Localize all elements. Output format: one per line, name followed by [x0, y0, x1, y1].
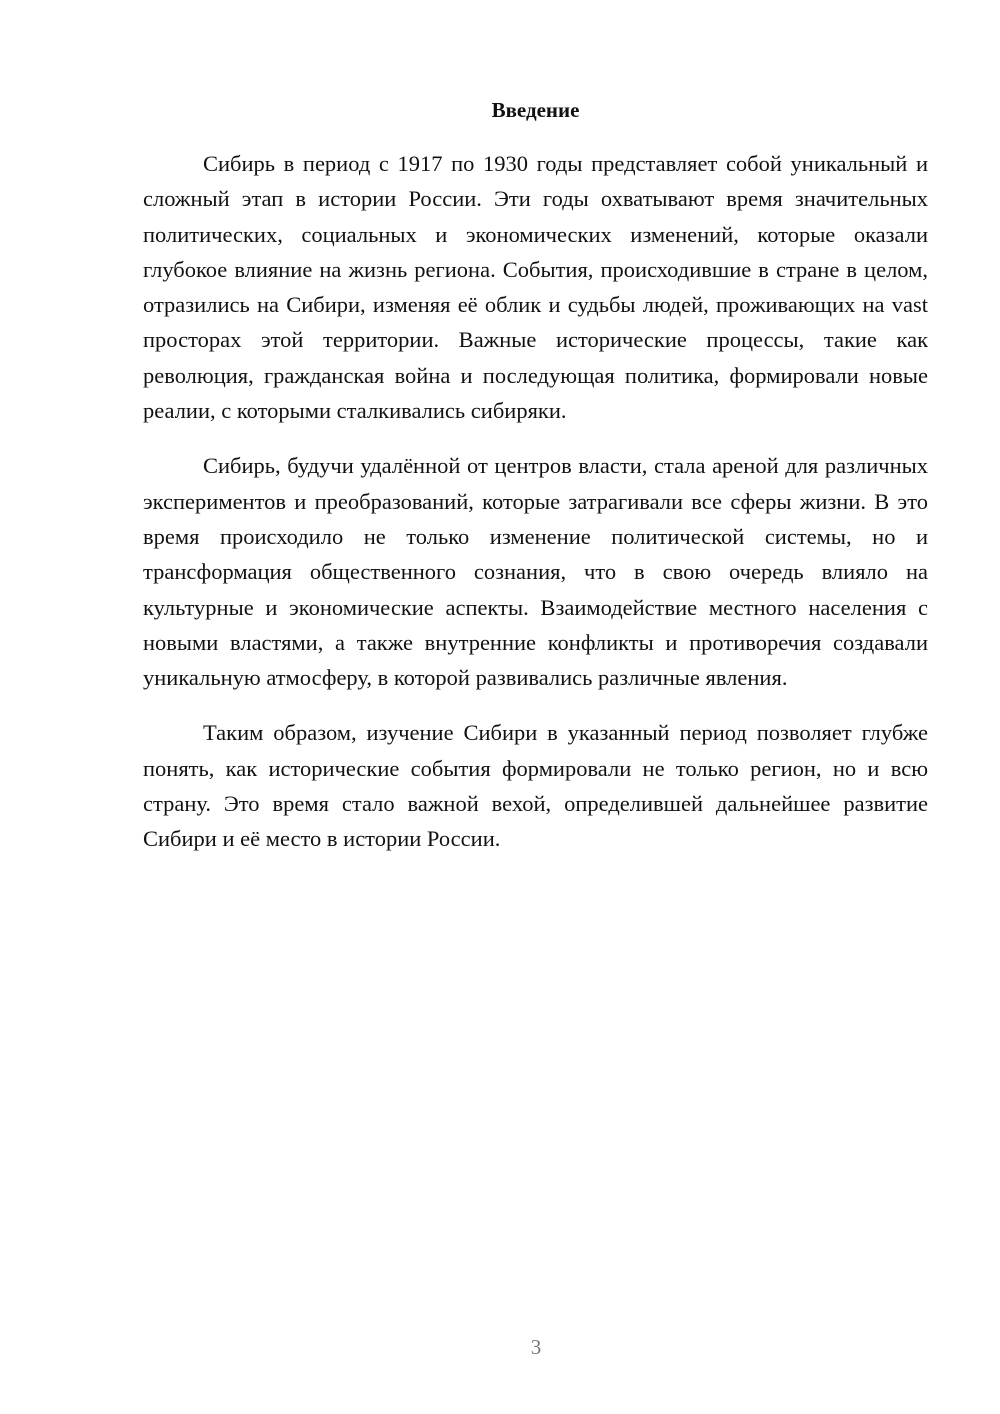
- paragraph-2: Сибирь, будучи удалённой от центров власти, стала ареной для различных экспериментов и преобразований, которые затрагивали все сферы жизни. В это время происходило не только изменение политической системы, но и трансформация общественного сознания, что в свою очередь влияло на культурные и экономические аспекты. Взаимодействие местного населения с новыми властями, а также внутренние конфликты и противоречия создавали уникальную атмосферу, в которой развивались различные явления.: [143, 453, 928, 691]
- paragraph-1: Сибирь в период с 1917 по 1930 годы представляет собой уникальный и сложный этап в истории России. Эти годы охватывают время значительных политических, социальных и экономических изменений, которые оказали глубокое влияние на жизнь региона. События, происходившие в стране в целом, отразились на Сибири, изменяя её облик и судьбы людей, проживающих на vast просторах этой территории. Важные исторические процессы, такие как революция, гражданская война и последующая политика, формировали новые реалии, с которыми сталкивались сибиряки.: [143, 151, 928, 424]
- page-number: 3: [530, 1335, 542, 1359]
- document-body: [143, 96, 928, 857]
- paragraph-3: Таким образом, изучение Сибири в указанный период позволяет глубже понять, как исторические события формировали не только регион, но и всю страну. Это время стало важной вехой, определившей дальнейшее развитие Сибири и её место в истории России.: [143, 720, 928, 852]
- section-heading: Введение: [491, 98, 580, 122]
